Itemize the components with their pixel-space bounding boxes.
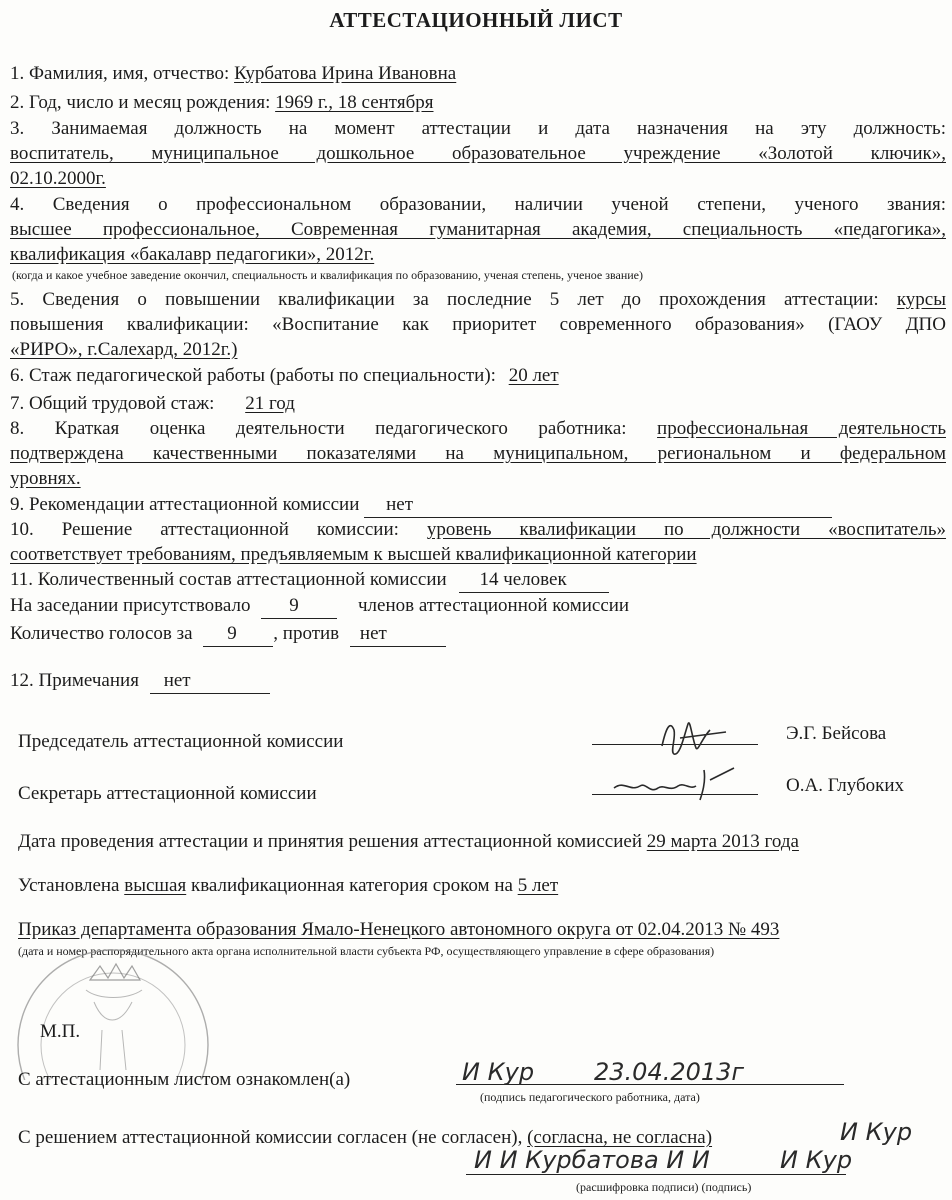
round-seal bbox=[8, 930, 218, 1080]
item-5-row-1 bbox=[10, 288, 946, 312]
agreement-handwritten-name: И И Курбатова И И bbox=[474, 1146, 710, 1174]
item-3-value-2-row bbox=[10, 167, 946, 191]
item-12-value: нет bbox=[163, 670, 191, 691]
item-6-label: 6. Стаж педагогической работы (работы по специальности): bbox=[10, 365, 496, 386]
present-row bbox=[10, 594, 946, 619]
votes-against-value: нет bbox=[359, 623, 387, 644]
item-7 bbox=[10, 392, 946, 416]
item-7-label: 7. Общий трудовой стаж: bbox=[10, 393, 215, 414]
item-4-value-2-row bbox=[10, 243, 946, 267]
item-2 bbox=[10, 91, 946, 115]
secretary-signature bbox=[604, 762, 744, 806]
item-8-value-3: уровнях. bbox=[10, 468, 81, 489]
item-12 bbox=[10, 669, 946, 694]
item-12-label: 12. Примечания bbox=[10, 670, 139, 691]
category-term: 5 лет bbox=[517, 875, 559, 896]
secretary-label: Секретарь аттестационной комиссии bbox=[18, 783, 317, 804]
chair-name: Э.Г. Бейсова bbox=[786, 723, 887, 744]
acquainted-handwritten-initials: И Кур bbox=[462, 1058, 535, 1086]
stamp-label: М.П. bbox=[40, 1021, 81, 1042]
item-8-value-3-row bbox=[10, 467, 946, 491]
acquainted-label: С аттестационным листом ознакомлен(а) bbox=[18, 1069, 351, 1090]
attestation-date-label: Дата проведения аттестации и принятия решения аттестационной комиссией bbox=[18, 831, 642, 852]
present-label: На заседании присутствовало bbox=[10, 595, 251, 616]
agreement-hint: (расшифровка подписи) (подпись) bbox=[576, 1180, 752, 1194]
item-10-value-2-row bbox=[10, 543, 946, 567]
item-6-value: 20 лет bbox=[508, 365, 559, 386]
order-hint: (дата и номер распорядительного акта органа исполнительной власти субъекта РФ, осуществляющего управление в сфере образования) bbox=[18, 944, 715, 958]
present-value: 9 bbox=[289, 595, 299, 616]
item-3-value-2: 02.10.2000г. bbox=[10, 168, 106, 189]
category-row bbox=[18, 874, 946, 898]
document-title: АТТЕСТАЦИОННЫЙ ЛИСТ bbox=[329, 8, 623, 32]
item-5-value-2: повышения квалификации: «Воспитание как приоритет современного образования» (ГАОУ ДПО bbox=[10, 314, 946, 335]
item-4-label: 4. Сведения о профессиональном образовании, наличии ученой степени, ученого звания: bbox=[10, 194, 946, 215]
item-1-label: 1. Фамилия, имя, отчество: bbox=[10, 63, 230, 84]
item-4-hint: (когда и какое учебное заведение окончил, специальность и квалификация по образованию, ученая степень, ученое звание) bbox=[12, 268, 643, 282]
agreement-row bbox=[18, 1126, 838, 1150]
attestation-date-row bbox=[18, 830, 946, 854]
item-5-value-3: «РИРО», г.Салехард, 2012г.) bbox=[10, 339, 238, 360]
secretary-name: О.А. Глубоких bbox=[786, 775, 905, 796]
item-10-label: 10. Решение аттестационной комиссии: bbox=[10, 519, 399, 540]
item-1-value: Курбатова Ирина Ивановна bbox=[234, 63, 457, 84]
agreement-handwritten-sign-2: И Кур bbox=[780, 1146, 853, 1174]
item-5-value-3-row bbox=[10, 338, 946, 362]
item-4-value-2: квалификация «бакалавр педагогики», 2012г. bbox=[10, 244, 375, 265]
item-9-label: 9. Рекомендации аттестационной комиссии bbox=[10, 494, 360, 515]
votes-against-label: , против bbox=[273, 623, 340, 644]
item-9-value: нет bbox=[386, 494, 414, 515]
item-5-label: 5. Сведения о повышении квалификации за последние 5 лет до прохождения аттестации: bbox=[10, 289, 879, 310]
chair-signature bbox=[640, 708, 730, 768]
item-2-label: 2. Год, число и месяц рождения: bbox=[10, 92, 271, 113]
item-10-value-2: соответствует требованиям, предъявляемым к высшей квалификационной категории bbox=[10, 544, 697, 565]
category-label-pre: Установлена bbox=[18, 875, 120, 896]
attestation-date-value: 29 марта 2013 года bbox=[646, 831, 799, 852]
chair-label: Председатель аттестационной комиссии bbox=[18, 731, 344, 752]
item-3-label: 3. Занимаемая должность на момент аттестации и дата назначения на эту должность: bbox=[10, 118, 946, 139]
item-1 bbox=[10, 62, 946, 86]
item-5-value-1: курсы bbox=[896, 289, 946, 310]
item-11-label: 11. Количественный состав аттестационной комиссии bbox=[10, 569, 447, 590]
item-10-row-1 bbox=[10, 518, 946, 542]
agreement-choice: (согласна, не согласна) bbox=[527, 1127, 713, 1148]
order-text: Приказ департамента образования Ямало-Ненецкого автономного округа от 02.04.2013 № 493 bbox=[18, 919, 780, 940]
item-10-value-1: уровень квалификации по должности «воспитатель» bbox=[426, 519, 947, 540]
agreement-label: С решением аттестационной комиссии согласен (не согласен), bbox=[18, 1127, 523, 1148]
item-8-value-1: профессиональная деятельность bbox=[657, 418, 946, 439]
item-2-value: 1969 г., 18 сентября bbox=[275, 92, 434, 113]
item-9 bbox=[10, 493, 946, 518]
item-8-row-1 bbox=[10, 417, 946, 441]
agreement-handwritten-sign: И Кур bbox=[840, 1118, 913, 1146]
present-tail: членов аттестационной комиссии bbox=[357, 595, 630, 616]
acquainted-hint: (подпись педагогического работника, дата) bbox=[480, 1090, 700, 1104]
votes-for-value: 9 bbox=[227, 623, 237, 644]
item-6 bbox=[10, 364, 946, 388]
item-3-value-1: воспитатель, муниципальное дошкольное образовательное учреждение «Золотой ключик», bbox=[10, 143, 946, 164]
acquainted-handwritten-date: 23.04.2013г bbox=[594, 1058, 745, 1086]
item-8-value-2: подтверждена качественными показателями на муниципальном, региональном и федеральном bbox=[10, 443, 946, 464]
item-8-label: 8. Краткая оценка деятельности педагогического работника: bbox=[10, 418, 627, 439]
item-11 bbox=[10, 568, 946, 593]
category-label-mid: квалификационная категория сроком на bbox=[190, 875, 513, 896]
item-4-value-1: высшее профессиональное, Современная гуманитарная академия, специальность «педагогика», bbox=[10, 219, 946, 240]
item-7-value: 21 год bbox=[245, 393, 295, 414]
item-11-value: 14 человек bbox=[479, 569, 567, 590]
votes-row bbox=[10, 622, 946, 647]
agreement-line bbox=[466, 1174, 846, 1175]
votes-for-label: Количество голосов за bbox=[10, 623, 193, 644]
category-value: высшая bbox=[124, 875, 187, 896]
